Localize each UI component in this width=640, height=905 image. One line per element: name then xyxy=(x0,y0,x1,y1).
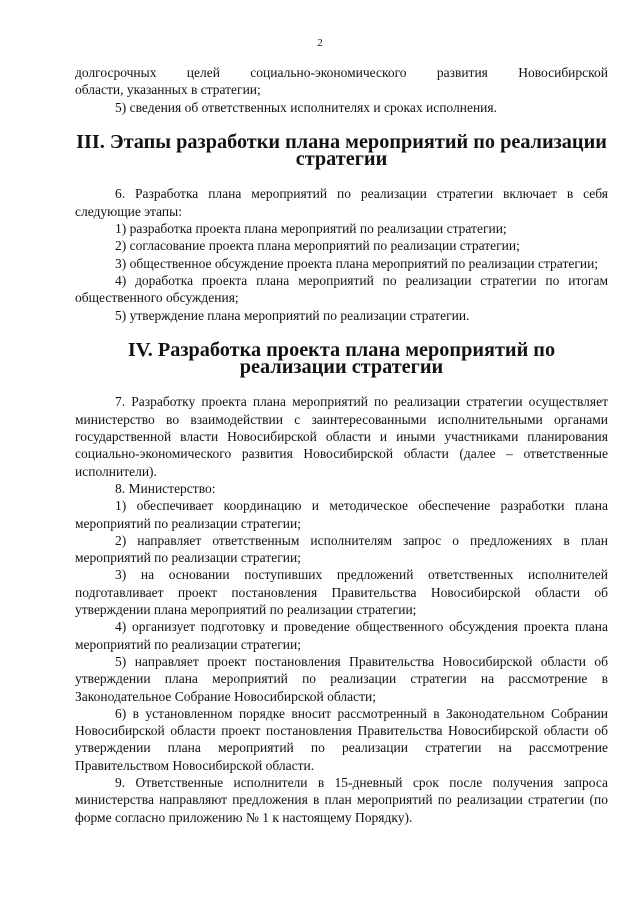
paragraph: области, указанных в стратегии; xyxy=(75,82,261,98)
paragraph: 8. Министерство: xyxy=(115,480,216,496)
paragraph: 2) направляет ответственным исполнителям запрос о предложениях в план мероприятий по реализации стратегии; xyxy=(75,532,608,566)
paragraph: 4) организует подготовку и проведение общественного обсуждения проекта плана мероприятий по реализации стратегии; xyxy=(75,619,608,652)
paragraph: долгосрочных целей социально-экономического развития Новосибирской xyxy=(75,65,608,80)
paragraph: 1) обеспечивает координацию и методическое обеспечение разработки плана мероприятий по реализации стратегии; xyxy=(75,498,608,531)
paragraph: 4) доработка проекта плана мероприятий по реализации стратегии по итогам общественного обсуждения; xyxy=(75,272,608,306)
paragraph: 6. Разработка плана мероприятий по реализации стратегии включает в себя следующие этапы: xyxy=(75,186,608,219)
document-body xyxy=(75,64,608,826)
paragraph: 9. Ответственные исполнители в 15-дневный срок после получения запроса министерства направляют предложения в план мероприятий по реализации стратегии (по форме согласно приложению № 1 к настоящему Порядку). xyxy=(75,774,608,825)
paragraph: 7. Разработку проекта плана мероприятий по реализации стратегии осуществляет министерство во взаимодействии с заинтересованными исполнительными органами государственной власти Новосибирской области и иными участниками планирования социально-экономического развития Новосибирской области (далее – ответственные исполнители). xyxy=(75,394,608,479)
paragraph: 3) общественное обсуждение проекта плана мероприятий по реализации стратегии; xyxy=(115,255,599,271)
section-heading: III. Этапы разработки плана мероприятий по реализации стратегии xyxy=(76,130,607,171)
paragraph: 6) в установленном порядке вносит рассмотренный в Законодательном Собрании Новосибирской области проект постановления Правительства Новосибирской области об утверждении плана мероприятий по реализации стратегии на рассмотрение Правительством Новосибирской области. xyxy=(75,705,608,773)
page-number: 2 xyxy=(317,37,323,49)
paragraph: 1) разработка проекта плана мероприятий по реализации стратегии; xyxy=(115,221,507,237)
paragraph: 3) на основании поступивших предложений ответственных исполнителей подготавливает проект постановления Правительства Новосибирской области об утверждении плана мероприятий по реализации стратегии; xyxy=(75,567,608,618)
paragraph: 5) утверждение плана мероприятий по реализации стратегии. xyxy=(115,307,470,323)
section-heading: IV. Разработка проекта плана мероприятий по реализации стратегии xyxy=(127,338,556,379)
paragraph: 2) согласование проекта плана мероприятий по реализации стратегии; xyxy=(115,238,520,254)
paragraph: 5) направляет проект постановления Правительства Новосибирской области об утверждении плана мероприятий по реализации стратегии на рассмотрение в Законодательное Собрание Новосибирской области; xyxy=(75,653,608,704)
paragraph: 5) сведения об ответственных исполнителях и сроках исполнения. xyxy=(115,99,497,115)
